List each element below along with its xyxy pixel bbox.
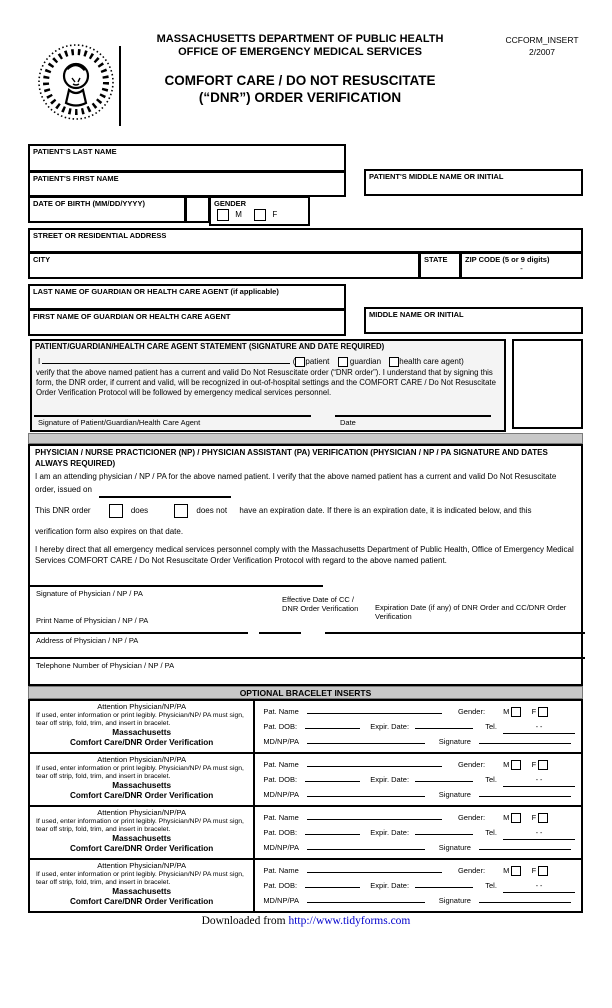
bracelet-state-name: Massachusetts [112,834,172,843]
city-label: CITY [33,255,51,264]
print-name-line[interactable] [30,632,248,634]
bracelet-instructions: If used, enter information or print legibly. Physician/NP/ PA must sign, tear off strip, fold, trim, and insert in bracelet. [36,818,244,833]
bracelet-gender-label: Gender: [457,813,486,822]
bracelet-right-cell [255,701,581,752]
issued-on-date-line[interactable] [99,496,231,498]
md-np-pa-label: MD/NP/PA [263,896,299,905]
pat-dob-line[interactable] [305,719,360,729]
tel-line[interactable]: - - [503,777,575,787]
form-code: CCFORM_INSERT [505,35,579,45]
bracelet-form-name: Comfort Care/DNR Order Verification [70,791,214,800]
patient-signature-line[interactable] [34,415,311,417]
bracelet-row [30,701,581,754]
tel-line[interactable]: - - [503,724,575,734]
bracelet-form-name: Comfort Care/DNR Order Verification [70,897,214,906]
pat-dob-label: Pat. DOB: [263,828,298,837]
statement-i-prefix: I [38,357,41,366]
pat-name-line[interactable] [307,810,442,820]
pat-name-label: Pat. Name [263,866,299,875]
pat-dob-line[interactable] [305,878,360,888]
street-address-label: STREET OR RESIDENTIAL ADDRESS [33,231,167,240]
zip-code-field[interactable] [460,252,583,279]
bracelet-gender-f-label: F [531,866,537,875]
guardian-middle-name-label: MIDDLE NAME OR INITIAL [369,310,464,319]
patient-last-name-label: PATIENT'S LAST NAME [33,147,117,156]
effective-date-line[interactable] [259,632,301,634]
date-of-birth-field[interactable] [28,196,186,223]
md-np-pa-line[interactable] [307,893,425,903]
role-guardian-checkbox[interactable] [338,357,348,367]
guardian-last-name-label: LAST NAME OF GUARDIAN OR HEALTH CARE AGENT (if applicable) [33,287,279,296]
expir-date-label: Expir. Date: [370,881,410,890]
gender-female-label: F [272,210,278,220]
bracelet-attention: Attention Physician/NP/PA [97,702,187,711]
bracelet-left-cell [30,807,255,858]
header-divider [119,46,121,126]
agency-line2: OFFICE OF EMERGENCY MEDICAL SERVICES [178,46,422,58]
pat-name-line[interactable] [307,757,442,767]
footer-link[interactable]: http://www.tidyforms.com [288,915,411,927]
physician-para3: I hereby direct that all emergency medical services personnel comply with the Massachusetts Department of Public Health, Office of Emergency Medical Services COMFORT CARE / Do Not Resuscitate Order Verification Protocol with regard to the above named patient. [35,545,574,565]
gender-male-label: M [235,210,242,220]
bracelet-gender-m-label: M [503,760,510,769]
bracelet-state-name: Massachusetts [112,887,172,896]
bracelet-form-name: Comfort Care/DNR Order Verification [70,738,214,747]
patient-first-name-label: PATIENT'S FIRST NAME [33,174,119,183]
patient-middle-name-field[interactable] [364,169,583,196]
does-not-checkbox[interactable] [174,504,188,518]
bracelet-attention: Attention Physician/NP/PA [97,861,187,870]
bracelet-gender-m-label: M [503,707,510,716]
bracelet-left-cell [30,754,255,805]
guardian-last-name-field[interactable] [28,284,346,310]
bracelet-instructions: If used, enter information or print legibly. Physician/NP/ PA must sign, tear off strip, fold, trim, and insert in bracelet. [36,765,244,780]
patient-first-name-field[interactable] [28,171,346,197]
bracelet-form-name: Comfort Care/DNR Order Verification [70,844,214,853]
expiration-date-line[interactable] [325,632,585,634]
patient-statement-heading: PATIENT/GUARDIAN/HEALTH CARE AGENT STATEMENT (SIGNATURE AND DATE REQUIRED) [35,342,385,351]
guardian-first-name-label: FIRST NAME OF GUARDIAN OR HEALTH CARE AGENT [33,312,231,321]
does-checkbox[interactable] [109,504,123,518]
physician-signature-line[interactable] [30,585,323,587]
md-np-pa-line[interactable] [307,787,425,797]
tel-label: Tel. [485,722,497,731]
expiry-prefix: This DNR order [35,506,91,516]
bracelet-gender-f-label: F [531,760,537,769]
pat-dob-line[interactable] [305,772,360,782]
gender-field [209,196,310,226]
section-divider-bar [28,433,583,444]
state-field[interactable] [419,252,461,279]
bracelet-gender-label: Gender: [457,707,486,716]
expir-date-line[interactable] [415,719,473,729]
role-guardian-label: guardian [349,357,382,366]
bracelet-gender-m-checkbox[interactable] [511,760,521,770]
expir-date-label: Expir. Date: [370,775,410,784]
bracelet-right-cell [255,860,581,911]
expiration-date-label: Expiration Date (if any) of DNR Order and CC/DNR Order Verification [375,603,567,621]
bracelet-gender-m-checkbox[interactable] [511,866,521,876]
bracelet-signature-label: Signature [438,737,471,746]
footer [0,915,612,927]
bracelet-right-cell [255,807,581,858]
does-not-label: does not [196,506,228,516]
tel-label: Tel. [485,881,497,890]
pat-name-label: Pat. Name [263,760,299,769]
form-title-line2: (“DNR”) ORDER VERIFICATION [198,90,402,105]
form-date: 2/2007 [529,47,555,57]
bracelet-attention: Attention Physician/NP/PA [97,808,187,817]
physician-para1-line1: I am an attending physician / NP / PA for the above named patient. I verify that the above named patient has a current and valid Do Not Resuscitate [35,472,557,481]
date-of-birth-label: DATE OF BIRTH (MM/DD/YYYY) [33,199,145,208]
bracelet-attention: Attention Physician/NP/PA [97,755,187,764]
physician-address-label: Address of Physician / NP / PA [36,636,139,645]
bracelet-gender-label: Gender: [457,760,486,769]
guardian-middle-name-field[interactable] [364,307,583,334]
agency-header [128,33,472,59]
md-np-pa-line[interactable] [307,840,425,850]
patient-statement-section [30,339,506,432]
bracelet-instructions: If used, enter information or print legibly. Physician/NP/ PA must sign, tear off strip, fold, trim, and insert in bracelet. [36,712,244,727]
bracelet-right-cell [255,754,581,805]
form-title [128,72,472,106]
bracelet-signature-line[interactable] [479,893,571,903]
pat-name-label: Pat. Name [263,707,299,716]
bracelet-row [30,860,581,911]
massachusetts-state-seal-icon [36,40,116,124]
city-field[interactable] [28,252,420,279]
gender-male-checkbox[interactable] [217,209,229,221]
bracelet-state-name: Massachusetts [112,728,172,737]
does-label: does [130,506,149,516]
expiration-choice-line [35,504,583,518]
physician-verification-section [28,444,583,686]
bracelet-signature-label: Signature [438,790,471,799]
physician-para1-line2 [35,485,92,496]
pat-dob-label: Pat. DOB: [263,881,298,890]
role-agent-checkbox[interactable] [389,357,399,367]
bracelet-gender-f-checkbox[interactable] [538,760,548,770]
tel-label: Tel. [485,775,497,784]
physician-heading: PHYSICIAN / NURSE PRACTICIONER (NP) / PHYSICIAN ASSISTANT (PA) VERIFICATION (PHYSICIAN / NP / PA SIGNATURE AND DATES ALWAYS REQUIRED) [35,448,548,468]
statement-side-box [512,339,583,429]
address-line[interactable] [30,657,585,659]
patient-date-line[interactable] [335,415,491,417]
form-code-block [494,34,590,58]
expir-date-label: Expir. Date: [370,828,410,837]
patient-signature-label: Signature of Patient/Guardian/Health Care Agent [38,418,201,427]
gender-label: GENDER [214,199,247,208]
expiration-choice-line2: verification form also expires on that date. [35,527,184,536]
patient-middle-name-label: PATIENT'S MIDDLE NAME OR INITIAL [369,172,504,181]
pat-dob-line[interactable] [305,825,360,835]
patient-date-label: Date [340,418,356,427]
dob-spare-box[interactable] [185,196,210,223]
pat-name-line[interactable] [307,863,442,873]
issued-on-text: order, issued on [35,485,92,494]
expiry-suffix: have an expiration date. If there is an expiration date, it is indicated below, and this [239,506,532,516]
gender-female-checkbox[interactable] [254,209,266,221]
physician-signature-label: Signature of Physician / NP / PA [36,589,143,598]
bracelet-gender-m-checkbox[interactable] [511,813,521,823]
bracelet-gender-f-label: F [531,707,537,716]
zip-dash: - [520,264,523,273]
bracelet-section-heading: OPTIONAL BRACELET INSERTS [28,686,583,699]
street-address-field[interactable] [28,228,583,253]
pat-name-line[interactable] [307,704,442,714]
statement-paren: ( [292,357,296,366]
physician-telephone-label: Telephone Number of Physician / NP / PA [36,661,175,670]
bracelet-signature-line[interactable] [479,787,571,797]
bracelet-gender-f-checkbox[interactable] [538,813,548,823]
bracelet-inserts-table [28,699,583,913]
bracelet-row [30,807,581,860]
md-np-pa-label: MD/NP/PA [263,843,299,852]
patient-statement-body: verify that the above named patient has a current and valid Do Not Resuscitate order (“DNR order”). I understand that by signing this form, the DNR order, if current and valid, will be recognized in out-of-hospital settings and the COMFORT CARE / Do Not Resuscitate Order Verification Protocol will be followed by emergency medical services personnel. [36,368,496,397]
patient-last-name-field[interactable] [28,144,346,172]
bracelet-signature-line[interactable] [479,734,571,744]
expir-date-line[interactable] [415,825,473,835]
md-np-pa-line[interactable] [307,734,425,744]
tel-label: Tel. [485,828,497,837]
bracelet-gender-f-label: F [531,813,537,822]
bracelet-instructions: If used, enter information or print legibly. Physician/NP/ PA must sign, tear off strip, fold, trim, and insert in bracelet. [36,871,244,886]
form-title-line1: COMFORT CARE / DO NOT RESUSCITATE [164,73,436,88]
agency-line1: MASSACHUSETTS DEPARTMENT OF PUBLIC HEALTH [156,33,444,45]
bracelet-signature-label: Signature [438,843,471,852]
role-patient-label: patient [305,357,330,366]
footer-prefix: Downloaded from [201,915,289,927]
bracelet-left-cell [30,860,255,911]
pat-dob-label: Pat. DOB: [263,722,298,731]
zip-code-label: ZIP CODE (5 or 9 digits) [465,255,550,264]
physician-print-name-label: Print Name of Physician / NP / PA [36,616,149,625]
expir-date-line[interactable] [415,878,473,888]
tel-line[interactable]: - - [503,830,575,840]
statement-name-blank[interactable] [42,354,290,364]
bracelet-left-cell [30,701,255,752]
bracelet-gender-f-checkbox[interactable] [538,707,548,717]
bracelet-signature-label: Signature [438,896,471,905]
tel-line[interactable]: - - [503,883,575,893]
bracelet-gender-m-checkbox[interactable] [511,707,521,717]
state-label: STATE [424,255,448,264]
bracelet-gender-label: Gender: [457,866,486,875]
pat-name-label: Pat. Name [263,813,299,822]
expir-date-label: Expir. Date: [370,722,410,731]
bracelet-gender-f-checkbox[interactable] [538,866,548,876]
bracelet-state-name: Massachusetts [112,781,172,790]
pat-dob-label: Pat. DOB: [263,775,298,784]
effective-date-label: Effective Date of CC / DNR Order Verification [282,595,359,613]
md-np-pa-label: MD/NP/PA [263,737,299,746]
bracelet-signature-line[interactable] [479,840,571,850]
bracelet-gender-m-label: M [503,866,510,875]
bracelet-gender-m-label: M [503,813,510,822]
md-np-pa-label: MD/NP/PA [263,790,299,799]
role-patient-checkbox[interactable] [292,357,305,367]
guardian-first-name-field[interactable] [28,309,346,336]
bracelet-row [30,754,581,807]
role-agent-label: health care agent) [399,357,464,366]
expir-date-line[interactable] [415,772,473,782]
